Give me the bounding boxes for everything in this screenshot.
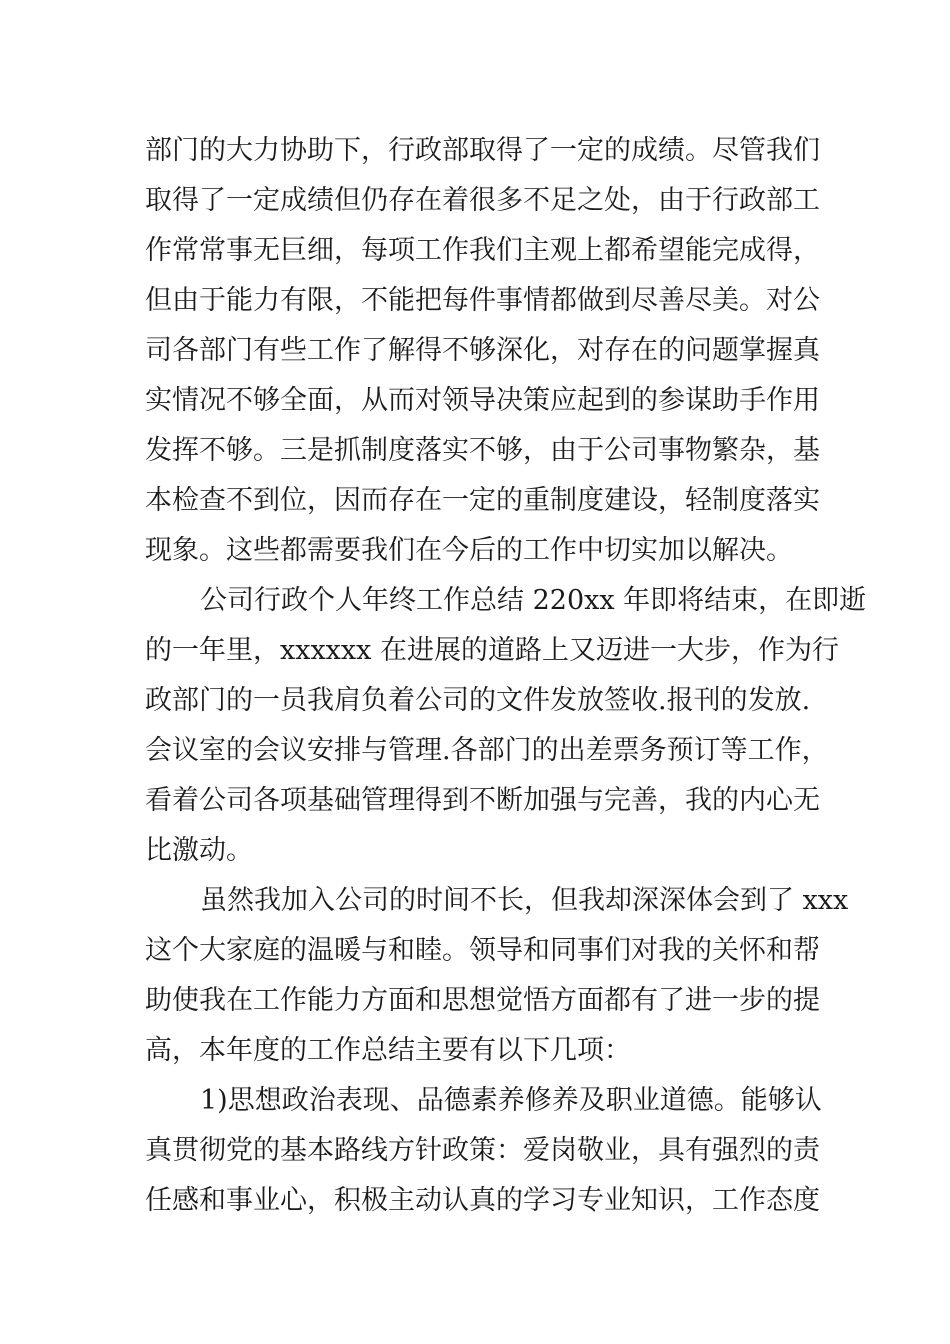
text-line: 助使我在工作能力方面和思想觉悟方面都有了进一步的提 <box>145 985 820 1016</box>
text-line: 现象。这些都需要我们在今后的工作中切实加以解决。 <box>145 535 793 566</box>
text-line: 会议室的会议安排与管理.各部门的出差票务预订等工作， <box>145 735 829 766</box>
text-line: 司各部门有些工作了解得不够深化，对存在的问题掌握真 <box>145 335 820 366</box>
text-line: 高，本年度的工作总结主要有以下几项： <box>145 1035 631 1066</box>
text-line: 部门的大力协助下，行政部取得了一定的成绩。尽管我们 <box>145 135 820 166</box>
text-line: 这个大家庭的温暖与和睦。领导和同事们对我的关怀和帮 <box>145 935 820 966</box>
text-line: 公司行政个人年终工作总结 220xx 年即将结束，在即逝 <box>200 585 867 616</box>
text-line: 真贯彻党的基本路线方针政策：爱岗敬业，具有强烈的责 <box>145 1135 820 1166</box>
text-line: 取得了一定成绩但仍存在着很多不足之处，由于行政部工 <box>145 185 820 216</box>
text-line: 作常常事无巨细，每项工作我们主观上都希望能完成得， <box>145 235 820 266</box>
text-line: 虽然我加入公司的时间不长，但我却深深体会到了 xxx <box>200 885 849 916</box>
text-line: 政部门的一员我肩负着公司的文件发放签收.报刊的发放. <box>145 685 811 716</box>
text-line: 发挥不够。三是抓制度落实不够，由于公司事物繁杂，基 <box>145 435 820 466</box>
text-line: 的一年里，xxxxxx 在进展的道路上又迈进一大步，作为行 <box>145 635 839 666</box>
text-line: 1)思想政治表现、品德素养修养及职业道德。能够认 <box>200 1085 822 1116</box>
text-line: 比激动。 <box>145 835 253 866</box>
text-line: 本检查不到位，因而存在一定的重制度建设，轻制度落实 <box>145 485 820 516</box>
text-line: 实情况不够全面，从而对领导决策应起到的参谋助手作用 <box>145 385 820 416</box>
text-line: 任感和事业心，积极主动认真的学习专业知识，工作态度 <box>145 1185 820 1216</box>
text-line: 但由于能力有限，不能把每件事情都做到尽善尽美。对公 <box>145 285 820 316</box>
text-line: 看着公司各项基础管理得到不断加强与完善，我的内心无 <box>145 785 820 816</box>
